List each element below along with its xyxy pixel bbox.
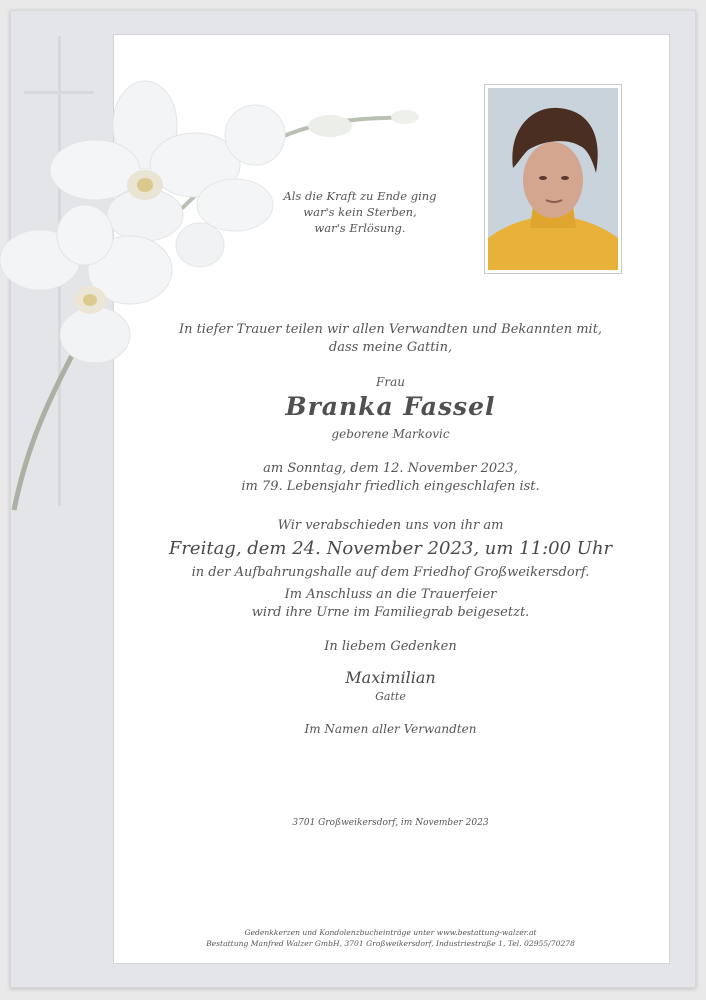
- death-notice: [113, 460, 668, 496]
- ceremony-date: Freitag, dem 24. November 2023, um 11:00 Uhr: [168, 538, 613, 559]
- ceremony-place: in der Aufbahrungshalle auf dem Friedhof Großweikersdorf.: [191, 565, 590, 580]
- closing: In liebem Gedenken: [324, 639, 457, 654]
- urn-notice: [113, 586, 668, 622]
- farewell-intro: Wir verabschieden uns von ihr am: [277, 518, 504, 533]
- urn-notice-line: wird ihre Urne im Familiegrab beigesetzt.: [251, 605, 530, 620]
- verse: [255, 188, 465, 236]
- mourner-relation: Gatte: [375, 690, 406, 703]
- mourner-name: Maximilian: [345, 668, 436, 687]
- relatives-line: Im Namen aller Verwandten: [304, 722, 477, 736]
- verse-line: war's Erlösung.: [314, 221, 406, 235]
- intro-line: dass meine Gattin,: [328, 340, 453, 355]
- maiden-name: geborene Markovic: [331, 427, 450, 441]
- urn-notice-line: Im Anschluss an die Trauerfeier: [284, 587, 497, 602]
- footer-line: Bestattung Manfred Walzer GmbH, 3701 Großweikersdorf, Industriestraße 1, Tel. 02955/70278: [206, 939, 575, 948]
- verse-line: war's kein Sterben,: [303, 205, 417, 219]
- verse-line: Als die Kraft zu Ende ging: [283, 189, 437, 203]
- place-date: 3701 Großweikersdorf, im November 2023: [292, 818, 489, 828]
- portrait-photo: [488, 88, 618, 270]
- footer-line: Gedenkkerzen und Kondolenzbucheinträge unter www.bestattung-walzer.at: [244, 928, 537, 937]
- salutation: Frau: [376, 375, 405, 389]
- death-notice-line: am Sonntag, dem 12. November 2023,: [263, 461, 518, 476]
- deceased-name: Branka Fassel: [285, 392, 496, 421]
- intro-text: [113, 321, 668, 357]
- footer: [113, 927, 668, 949]
- portrait-frame: [484, 84, 622, 274]
- intro-line: In tiefer Trauer teilen wir allen Verwandten und Bekannten mit,: [178, 322, 603, 337]
- death-notice-line: im 79. Lebensjahr friedlich eingeschlafen ist.: [241, 479, 540, 494]
